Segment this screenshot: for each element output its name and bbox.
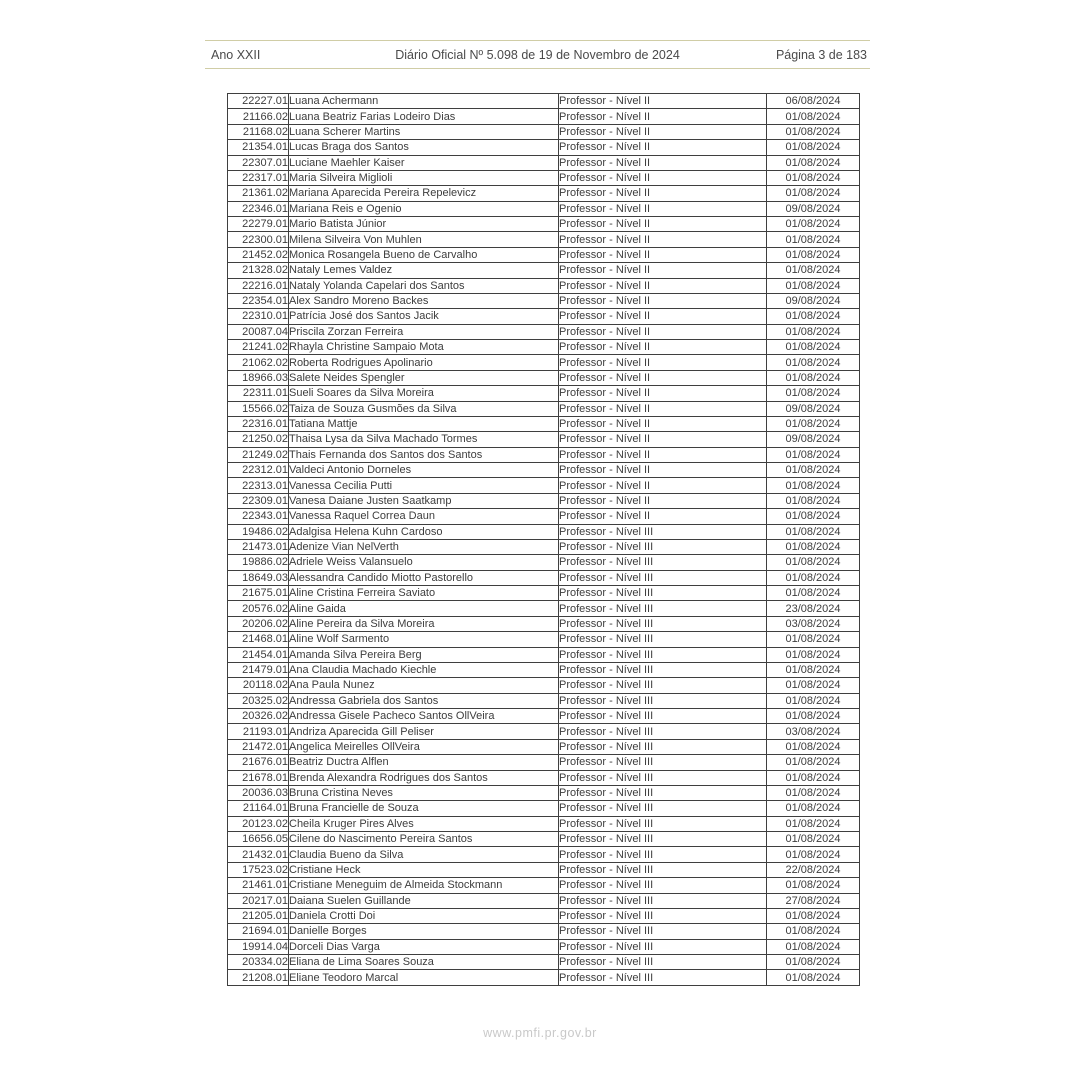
table-row [228, 109, 860, 124]
table-row [228, 785, 860, 800]
table-row [228, 324, 860, 339]
cell-position: Professor - Nível III [559, 693, 767, 708]
cell-name: Taiza de Souza Gusmões da Silva [289, 401, 559, 416]
cell-name: Thais Fernanda dos Santos dos Santos [289, 447, 559, 462]
cell-date: 01/08/2024 [767, 939, 860, 954]
cell-registration-id: 22346.01 [228, 201, 289, 216]
cell-date: 01/08/2024 [767, 662, 860, 677]
cell-position: Professor - Nível II [559, 463, 767, 478]
table-row [228, 693, 860, 708]
cell-date: 09/08/2024 [767, 401, 860, 416]
table-row [228, 678, 860, 693]
cell-position: Professor - Nível II [559, 432, 767, 447]
cell-position: Professor - Nível II [559, 401, 767, 416]
table-row [228, 755, 860, 770]
cell-date: 01/08/2024 [767, 124, 860, 139]
cell-position: Professor - Nível III [559, 893, 767, 908]
cell-position: Professor - Nível III [559, 970, 767, 985]
cell-position: Professor - Nível II [559, 155, 767, 170]
cell-name: Bruna Cristina Neves [289, 785, 559, 800]
cell-registration-id: 21361.02 [228, 186, 289, 201]
cell-registration-id: 21675.01 [228, 586, 289, 601]
cell-registration-id: 22313.01 [228, 478, 289, 493]
cell-name: Aline Cristina Ferreira Saviato [289, 586, 559, 601]
cell-position: Professor - Nível III [559, 616, 767, 631]
cell-registration-id: 22307.01 [228, 155, 289, 170]
cell-name: Nataly Yolanda Capelari dos Santos [289, 278, 559, 293]
cell-name: Aline Gaida [289, 601, 559, 616]
masthead-page-indicator: Página 3 de 183 [775, 47, 867, 62]
cell-date: 27/08/2024 [767, 893, 860, 908]
cell-name: Salete Neides Spengler [289, 370, 559, 385]
cell-name: Cilene do Nascimento Pereira Santos [289, 832, 559, 847]
cell-registration-id: 21205.01 [228, 908, 289, 923]
cell-position: Professor - Nível II [559, 201, 767, 216]
masthead-gazette-title: Diário Oficial Nº 5.098 de 19 de Novembro de 2024 [395, 47, 680, 62]
cell-name: Lucas Braga dos Santos [289, 140, 559, 155]
cell-position: Professor - Nível III [559, 939, 767, 954]
table-row [228, 908, 860, 923]
table-row [228, 893, 860, 908]
cell-date: 01/08/2024 [767, 632, 860, 647]
cell-registration-id: 15566.02 [228, 401, 289, 416]
cell-date: 01/08/2024 [767, 155, 860, 170]
cell-date: 01/08/2024 [767, 140, 860, 155]
cell-position: Professor - Nível II [559, 386, 767, 401]
cell-registration-id: 20326.02 [228, 709, 289, 724]
table-row [228, 555, 860, 570]
table-row [228, 94, 860, 109]
cell-name: Vanessa Raquel Correa Daun [289, 509, 559, 524]
cell-date: 01/08/2024 [767, 447, 860, 462]
cell-date: 01/08/2024 [767, 263, 860, 278]
cell-date: 09/08/2024 [767, 432, 860, 447]
table-row [228, 862, 860, 877]
cell-date: 01/08/2024 [767, 816, 860, 831]
table-row [228, 416, 860, 431]
cell-date: 01/08/2024 [767, 832, 860, 847]
cell-date: 01/08/2024 [767, 847, 860, 862]
cell-position: Professor - Nível II [559, 370, 767, 385]
cell-position: Professor - Nível III [559, 586, 767, 601]
cell-position: Professor - Nível II [559, 324, 767, 339]
cell-name: Roberta Rodrigues Apolinario [289, 355, 559, 370]
cell-date: 01/08/2024 [767, 709, 860, 724]
cell-date: 01/08/2024 [767, 509, 860, 524]
cell-date: 01/08/2024 [767, 539, 860, 554]
cell-registration-id: 21454.01 [228, 647, 289, 662]
cell-name: Vanesa Daiane Justen Saatkamp [289, 493, 559, 508]
cell-name: Rhayla Christine Sampaio Mota [289, 340, 559, 355]
cell-position: Professor - Nível III [559, 539, 767, 554]
cell-date: 03/08/2024 [767, 724, 860, 739]
cell-date: 01/08/2024 [767, 878, 860, 893]
cell-name: Bruna Francielle de Souza [289, 801, 559, 816]
cell-registration-id: 20087.04 [228, 324, 289, 339]
cell-registration-id: 22316.01 [228, 416, 289, 431]
cell-name: Valdeci Antonio Dorneles [289, 463, 559, 478]
table-row [228, 709, 860, 724]
cell-registration-id: 22309.01 [228, 493, 289, 508]
cell-date: 01/08/2024 [767, 785, 860, 800]
table-row [228, 647, 860, 662]
cell-position: Professor - Nível II [559, 340, 767, 355]
cell-name: Danielle Borges [289, 924, 559, 939]
cell-date: 01/08/2024 [767, 555, 860, 570]
cell-position: Professor - Nível II [559, 293, 767, 308]
cell-date: 01/08/2024 [767, 524, 860, 539]
cell-name: Eliane Teodoro Marcal [289, 970, 559, 985]
cell-name: Cristiane Heck [289, 862, 559, 877]
cell-registration-id: 20036.03 [228, 785, 289, 800]
cell-position: Professor - Nível III [559, 862, 767, 877]
cell-registration-id: 22343.01 [228, 509, 289, 524]
cell-name: Mariana Reis e Ogenio [289, 201, 559, 216]
cell-registration-id: 21193.01 [228, 724, 289, 739]
cell-name: Luciane Maehler Kaiser [289, 155, 559, 170]
table-row [228, 524, 860, 539]
cell-date: 01/08/2024 [767, 355, 860, 370]
cell-registration-id: 21168.02 [228, 124, 289, 139]
table-row [228, 170, 860, 185]
table-row [228, 955, 860, 970]
cell-position: Professor - Nível III [559, 678, 767, 693]
cell-name: Sueli Soares da Silva Moreira [289, 386, 559, 401]
cell-name: Ana Paula Nunez [289, 678, 559, 693]
cell-name: Dorceli Dias Varga [289, 939, 559, 954]
table-row [228, 539, 860, 554]
table-row [228, 340, 860, 355]
cell-date: 06/08/2024 [767, 94, 860, 109]
cell-date: 01/08/2024 [767, 370, 860, 385]
cell-position: Professor - Nível III [559, 816, 767, 831]
table-row [228, 601, 860, 616]
cell-date: 01/08/2024 [767, 463, 860, 478]
cell-registration-id: 21166.02 [228, 109, 289, 124]
cell-registration-id: 19914.04 [228, 939, 289, 954]
cell-date: 01/08/2024 [767, 801, 860, 816]
appointments-table [227, 93, 860, 986]
cell-position: Professor - Nível II [559, 232, 767, 247]
cell-registration-id: 20325.02 [228, 693, 289, 708]
cell-position: Professor - Nível II [559, 140, 767, 155]
cell-registration-id: 20576.02 [228, 601, 289, 616]
table-row [228, 662, 860, 677]
cell-registration-id: 18649.03 [228, 570, 289, 585]
masthead-edition-year: Ano XXII [211, 47, 261, 62]
cell-position: Professor - Nível III [559, 555, 767, 570]
cell-date: 01/08/2024 [767, 340, 860, 355]
cell-date: 01/08/2024 [767, 309, 860, 324]
cell-date: 01/08/2024 [767, 324, 860, 339]
cell-position: Professor - Nível II [559, 186, 767, 201]
cell-date: 01/08/2024 [767, 478, 860, 493]
table-row [228, 355, 860, 370]
cell-name: Milena Silveira Von Muhlen [289, 232, 559, 247]
cell-name: Patrícia José dos Santos Jacik [289, 309, 559, 324]
cell-name: Thaisa Lysa da Silva Machado Tormes [289, 432, 559, 447]
cell-position: Professor - Nível III [559, 847, 767, 862]
cell-name: Nataly Lemes Valdez [289, 263, 559, 278]
cell-name: Angelica Meirelles OllVeira [289, 739, 559, 754]
table-row [228, 478, 860, 493]
cell-date: 01/08/2024 [767, 217, 860, 232]
cell-registration-id: 21328.02 [228, 263, 289, 278]
cell-position: Professor - Nível III [559, 955, 767, 970]
cell-registration-id: 21062.02 [228, 355, 289, 370]
cell-name: Daiana Suelen Guillande [289, 893, 559, 908]
cell-date: 09/08/2024 [767, 201, 860, 216]
cell-position: Professor - Nível II [559, 509, 767, 524]
cell-date: 01/08/2024 [767, 693, 860, 708]
table-row [228, 432, 860, 447]
table-row [228, 801, 860, 816]
cell-date: 01/08/2024 [767, 186, 860, 201]
table-row [228, 247, 860, 262]
cell-name: Monica Rosangela Bueno de Carvalho [289, 247, 559, 262]
cell-name: Aline Pereira da Silva Moreira [289, 616, 559, 631]
cell-registration-id: 18966.03 [228, 370, 289, 385]
cell-position: Professor - Nível III [559, 739, 767, 754]
table-row [228, 278, 860, 293]
cell-date: 01/08/2024 [767, 386, 860, 401]
table-row [228, 386, 860, 401]
cell-name: Claudia Bueno da Silva [289, 847, 559, 862]
cell-registration-id: 20123.02 [228, 816, 289, 831]
cell-name: Eliana de Lima Soares Souza [289, 955, 559, 970]
cell-position: Professor - Nível II [559, 247, 767, 262]
cell-registration-id: 22317.01 [228, 170, 289, 185]
cell-name: Luana Achermann [289, 94, 559, 109]
cell-name: Andressa Gisele Pacheco Santos OllVeira [289, 709, 559, 724]
cell-name: Beatriz Ductra Alflen [289, 755, 559, 770]
cell-name: Andriza Aparecida Gill Peliser [289, 724, 559, 739]
table-row [228, 924, 860, 939]
table-row [228, 293, 860, 308]
table-row [228, 217, 860, 232]
table-row [228, 463, 860, 478]
cell-name: Cheila Kruger Pires Alves [289, 816, 559, 831]
cell-registration-id: 22300.01 [228, 232, 289, 247]
cell-registration-id: 22279.01 [228, 217, 289, 232]
cell-date: 01/08/2024 [767, 278, 860, 293]
table-row [228, 232, 860, 247]
cell-registration-id: 21164.01 [228, 801, 289, 816]
cell-name: Adalgisa Helena Kuhn Cardoso [289, 524, 559, 539]
cell-position: Professor - Nível II [559, 478, 767, 493]
cell-date: 01/08/2024 [767, 493, 860, 508]
cell-position: Professor - Nível III [559, 924, 767, 939]
cell-name: Mario Batista Júnior [289, 217, 559, 232]
cell-registration-id: 20206.02 [228, 616, 289, 631]
table-row [228, 832, 860, 847]
table-row [228, 124, 860, 139]
cell-name: Luana Scherer Martins [289, 124, 559, 139]
cell-name: Maria Silveira Miglioli [289, 170, 559, 185]
table-row [228, 616, 860, 631]
cell-position: Professor - Nível III [559, 570, 767, 585]
footer-website: www.pmfi.pr.gov.br [483, 1026, 597, 1040]
cell-registration-id: 21694.01 [228, 924, 289, 939]
masthead [205, 40, 870, 69]
cell-name: Alex Sandro Moreno Backes [289, 293, 559, 308]
table-row [228, 370, 860, 385]
cell-position: Professor - Nível II [559, 493, 767, 508]
cell-name: Mariana Aparecida Pereira Repelevicz [289, 186, 559, 201]
cell-position: Professor - Nível III [559, 878, 767, 893]
cell-position: Professor - Nível II [559, 278, 767, 293]
table-row [228, 186, 860, 201]
appointments-table-body [228, 94, 860, 986]
cell-position: Professor - Nível III [559, 724, 767, 739]
cell-name: Alessandra Candido Miotto Pastorello [289, 570, 559, 585]
cell-date: 23/08/2024 [767, 601, 860, 616]
cell-date: 01/08/2024 [767, 770, 860, 785]
cell-date: 01/08/2024 [767, 232, 860, 247]
cell-name: Priscila Zorzan Ferreira [289, 324, 559, 339]
cell-date: 01/08/2024 [767, 170, 860, 185]
table-row [228, 509, 860, 524]
cell-date: 03/08/2024 [767, 616, 860, 631]
cell-registration-id: 21241.02 [228, 340, 289, 355]
cell-name: Daniela Crotti Doi [289, 908, 559, 923]
cell-position: Professor - Nível II [559, 309, 767, 324]
cell-position: Professor - Nível II [559, 355, 767, 370]
cell-registration-id: 19486.02 [228, 524, 289, 539]
cell-registration-id: 21468.01 [228, 632, 289, 647]
cell-date: 01/08/2024 [767, 109, 860, 124]
cell-name: Tatiana Mattje [289, 416, 559, 431]
cell-position: Professor - Nível II [559, 217, 767, 232]
cell-registration-id: 21676.01 [228, 755, 289, 770]
cell-name: Vanessa Cecilia Putti [289, 478, 559, 493]
cell-position: Professor - Nível III [559, 709, 767, 724]
cell-position: Professor - Nível II [559, 109, 767, 124]
cell-registration-id: 22216.01 [228, 278, 289, 293]
table-row [228, 878, 860, 893]
table-row [228, 939, 860, 954]
cell-name: Adriele Weiss Valansuelo [289, 555, 559, 570]
table-row [228, 493, 860, 508]
cell-date: 01/08/2024 [767, 416, 860, 431]
cell-name: Andressa Gabriela dos Santos [289, 693, 559, 708]
cell-registration-id: 21432.01 [228, 847, 289, 862]
cell-registration-id: 22310.01 [228, 309, 289, 324]
cell-position: Professor - Nível III [559, 832, 767, 847]
cell-registration-id: 20217.01 [228, 893, 289, 908]
table-row [228, 632, 860, 647]
cell-date: 01/08/2024 [767, 755, 860, 770]
cell-name: Aline Wolf Sarmento [289, 632, 559, 647]
cell-registration-id: 22312.01 [228, 463, 289, 478]
cell-position: Professor - Nível III [559, 662, 767, 677]
cell-registration-id: 21249.02 [228, 447, 289, 462]
table-row [228, 201, 860, 216]
cell-registration-id: 21250.02 [228, 432, 289, 447]
cell-registration-id: 22354.01 [228, 293, 289, 308]
cell-date: 01/08/2024 [767, 739, 860, 754]
table-row [228, 739, 860, 754]
table-row [228, 263, 860, 278]
table-row [228, 970, 860, 985]
cell-date: 01/08/2024 [767, 570, 860, 585]
cell-registration-id: 20334.02 [228, 955, 289, 970]
cell-name: Ana Claudia Machado Kiechle [289, 662, 559, 677]
cell-date: 01/08/2024 [767, 678, 860, 693]
cell-date: 01/08/2024 [767, 586, 860, 601]
table-row [228, 155, 860, 170]
cell-position: Professor - Nível III [559, 647, 767, 662]
cell-position: Professor - Nível III [559, 601, 767, 616]
cell-registration-id: 21208.01 [228, 970, 289, 985]
cell-position: Professor - Nível III [559, 632, 767, 647]
cell-position: Professor - Nível III [559, 785, 767, 800]
table-row [228, 309, 860, 324]
cell-date: 01/08/2024 [767, 924, 860, 939]
cell-registration-id: 21354.01 [228, 140, 289, 155]
cell-registration-id: 21479.01 [228, 662, 289, 677]
cell-position: Professor - Nível III [559, 801, 767, 816]
cell-registration-id: 17523.02 [228, 862, 289, 877]
table-row [228, 770, 860, 785]
cell-position: Professor - Nível II [559, 263, 767, 278]
cell-registration-id: 21473.01 [228, 539, 289, 554]
cell-date: 09/08/2024 [767, 293, 860, 308]
cell-position: Professor - Nível II [559, 94, 767, 109]
table-row [228, 140, 860, 155]
cell-position: Professor - Nível III [559, 755, 767, 770]
cell-date: 01/08/2024 [767, 955, 860, 970]
cell-position: Professor - Nível II [559, 170, 767, 185]
cell-date: 22/08/2024 [767, 862, 860, 877]
cell-name: Cristiane Meneguim de Almeida Stockmann [289, 878, 559, 893]
cell-date: 01/08/2024 [767, 970, 860, 985]
cell-date: 01/08/2024 [767, 247, 860, 262]
cell-registration-id: 22227.01 [228, 94, 289, 109]
cell-name: Amanda Silva Pereira Berg [289, 647, 559, 662]
cell-registration-id: 21461.01 [228, 878, 289, 893]
cell-registration-id: 16656.05 [228, 832, 289, 847]
cell-date: 01/08/2024 [767, 647, 860, 662]
cell-position: Professor - Nível III [559, 770, 767, 785]
table-row [228, 816, 860, 831]
cell-registration-id: 21472.01 [228, 739, 289, 754]
table-row [228, 586, 860, 601]
cell-registration-id: 22311.01 [228, 386, 289, 401]
table-row [228, 401, 860, 416]
cell-registration-id: 21678.01 [228, 770, 289, 785]
cell-position: Professor - Nível III [559, 908, 767, 923]
table-row [228, 724, 860, 739]
cell-name: Luana Beatriz Farias Lodeiro Dias [289, 109, 559, 124]
cell-position: Professor - Nível III [559, 524, 767, 539]
table-row [228, 447, 860, 462]
table-row [228, 570, 860, 585]
cell-registration-id: 21452.02 [228, 247, 289, 262]
cell-position: Professor - Nível II [559, 124, 767, 139]
cell-name: Adenize Vian NelVerth [289, 539, 559, 554]
cell-date: 01/08/2024 [767, 908, 860, 923]
cell-registration-id: 20118.02 [228, 678, 289, 693]
cell-position: Professor - Nível II [559, 447, 767, 462]
cell-position: Professor - Nível II [559, 416, 767, 431]
cell-name: Brenda Alexandra Rodrigues dos Santos [289, 770, 559, 785]
cell-registration-id: 19886.02 [228, 555, 289, 570]
table-row [228, 847, 860, 862]
